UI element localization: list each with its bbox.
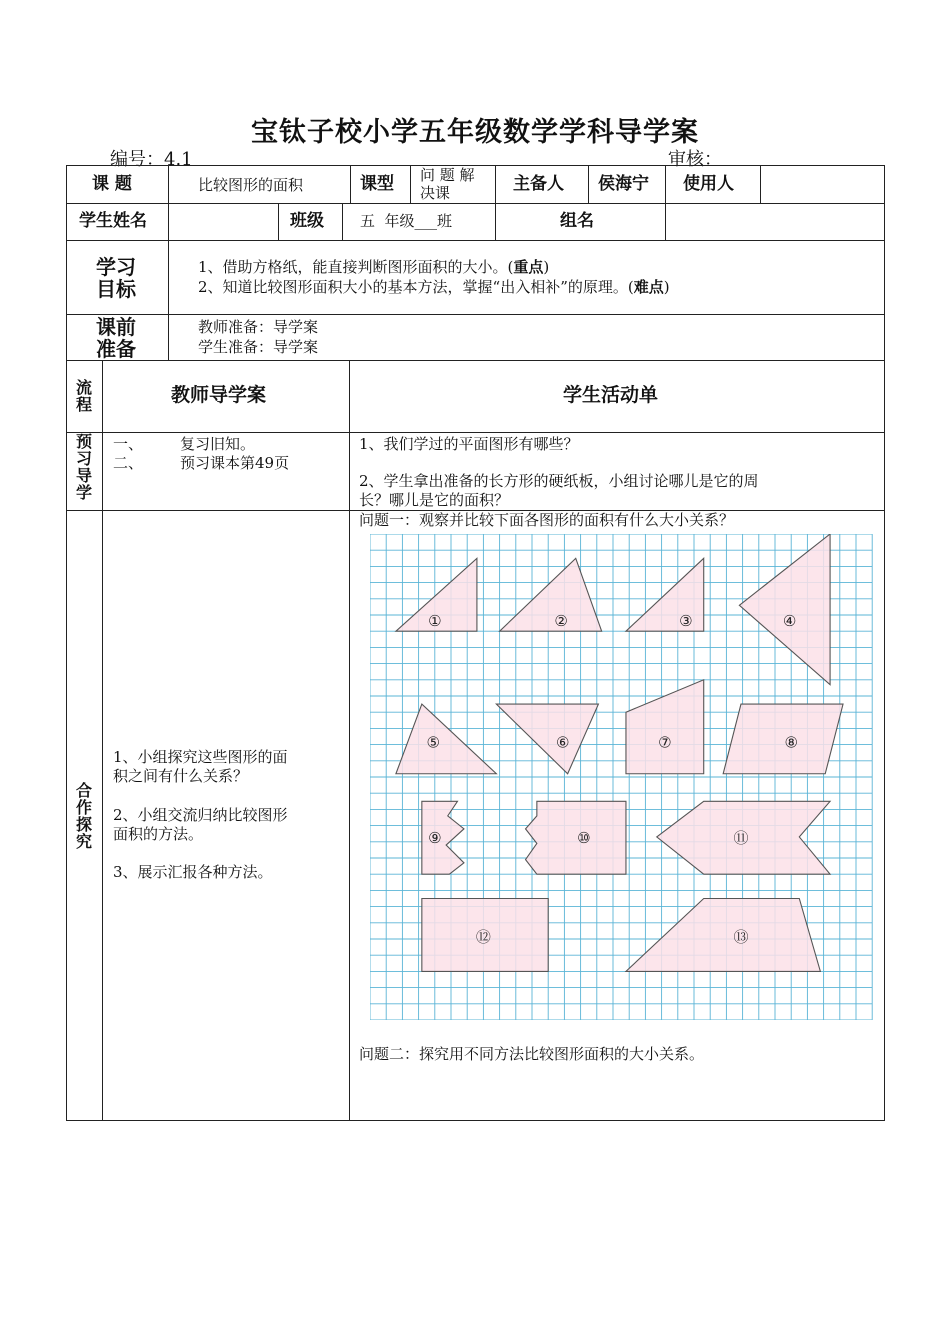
preview-teacher-2-num: 二、 bbox=[113, 454, 144, 472]
explore-teacher-1b: 积之间有什么关系？ bbox=[113, 767, 249, 785]
preview-teacher-1-num: 一、 bbox=[113, 435, 144, 453]
shape-label-12: ⑫ bbox=[475, 927, 491, 946]
shape-7 bbox=[626, 680, 704, 774]
question-1: 问题一：观察并比较下面各图形的面积有什么大小关系？ bbox=[359, 511, 735, 529]
user-label: 使用人 bbox=[683, 174, 734, 194]
shape-label-6: ⑥ bbox=[556, 733, 570, 752]
review-label: 审核： bbox=[668, 149, 722, 170]
question-2: 问题二：探究用不同方法比较图形面积的大小关系。 bbox=[359, 1045, 705, 1063]
preparer-value: 侯海宁 bbox=[598, 174, 649, 194]
class-value: 五 年级___班 bbox=[360, 212, 453, 230]
student-activity-heading: 学生活动单 bbox=[563, 384, 659, 406]
teacher-prep: 教师准备：导学案 bbox=[198, 318, 319, 336]
process-label: 流程 bbox=[75, 378, 92, 414]
topic-label: 课 题 bbox=[92, 174, 132, 194]
shape-label-7: ⑦ bbox=[658, 733, 672, 752]
preview-teacher-2: 预习课本第49页 bbox=[180, 454, 290, 472]
shape-label-2: ② bbox=[554, 611, 568, 630]
shape-13 bbox=[626, 899, 820, 972]
shape-label-13: ⑬ bbox=[733, 927, 749, 946]
preview-teacher-1: 复习旧知。 bbox=[180, 435, 256, 453]
grid-figure bbox=[370, 534, 882, 1020]
goal-2: 2、知道比较图形面积大小的基本方法，掌握“出入相补”的原理。(难点) bbox=[198, 278, 670, 296]
explore-teacher-1a: 1、小组探究这些图形的面 bbox=[113, 748, 288, 766]
type-value-line1: 问 题 解 bbox=[420, 166, 475, 184]
shape-8 bbox=[723, 704, 843, 774]
type-label: 课型 bbox=[360, 174, 394, 194]
type-value-line2: 决课 bbox=[420, 184, 451, 202]
prep-label-line2: 准备 bbox=[96, 337, 136, 361]
student-name-label: 学生姓名 bbox=[79, 211, 147, 231]
shape-2 bbox=[500, 558, 602, 631]
goals-label-line1: 学习 bbox=[96, 255, 136, 279]
explore-teacher-3: 3、展示汇报各种方法。 bbox=[113, 863, 273, 881]
goal-1: 1、借助方格纸，能直接判断图形面积的大小。(重点) bbox=[198, 258, 550, 276]
shape-10 bbox=[526, 801, 626, 874]
student-prep: 学生准备：导学案 bbox=[198, 338, 319, 356]
document-title: 宝钛子校小学五年级数学学科导学案 bbox=[251, 117, 699, 148]
explore-label: 合作探究 bbox=[75, 781, 92, 851]
shape-label-5: ⑤ bbox=[426, 733, 440, 752]
shape-label-1: ① bbox=[428, 611, 442, 630]
class-label: 班级 bbox=[290, 211, 324, 231]
shape-label-10: ⑩ bbox=[577, 829, 591, 848]
preview-student-2b: 长？哪儿是它的面积？ bbox=[359, 491, 510, 509]
explore-teacher-2a: 2、小组交流归纳比较图形 bbox=[113, 806, 288, 824]
preview-student-2a: 2、学生拿出准备的长方形的硬纸板，小组讨论哪儿是它的周 bbox=[359, 472, 759, 490]
shape-4 bbox=[739, 534, 830, 685]
explore-teacher-2b: 面积的方法。 bbox=[113, 825, 204, 843]
shape-label-4: ④ bbox=[782, 611, 797, 630]
group-label: 组名 bbox=[560, 211, 594, 231]
shape-5 bbox=[396, 704, 496, 774]
prep-label-line1: 课前 bbox=[96, 315, 136, 339]
shape-label-9: ⑨ bbox=[428, 829, 442, 848]
teacher-plan-heading: 教师导学案 bbox=[171, 384, 267, 406]
goals-label-line2: 目标 bbox=[96, 277, 136, 301]
doc-number: 编号：4.1 bbox=[110, 149, 193, 170]
shape-6 bbox=[496, 704, 598, 774]
shape-label-11: ⑪ bbox=[733, 829, 749, 848]
preparer-label: 主备人 bbox=[513, 174, 564, 194]
preview-student-1: 1、我们学过的平面图形有哪些？ bbox=[359, 435, 579, 453]
topic-value: 比较图形的面积 bbox=[198, 176, 304, 194]
shape-label-8: ⑧ bbox=[784, 733, 798, 752]
preview-label: 预习导学 bbox=[75, 432, 92, 502]
shape-label-3: ③ bbox=[679, 611, 693, 630]
